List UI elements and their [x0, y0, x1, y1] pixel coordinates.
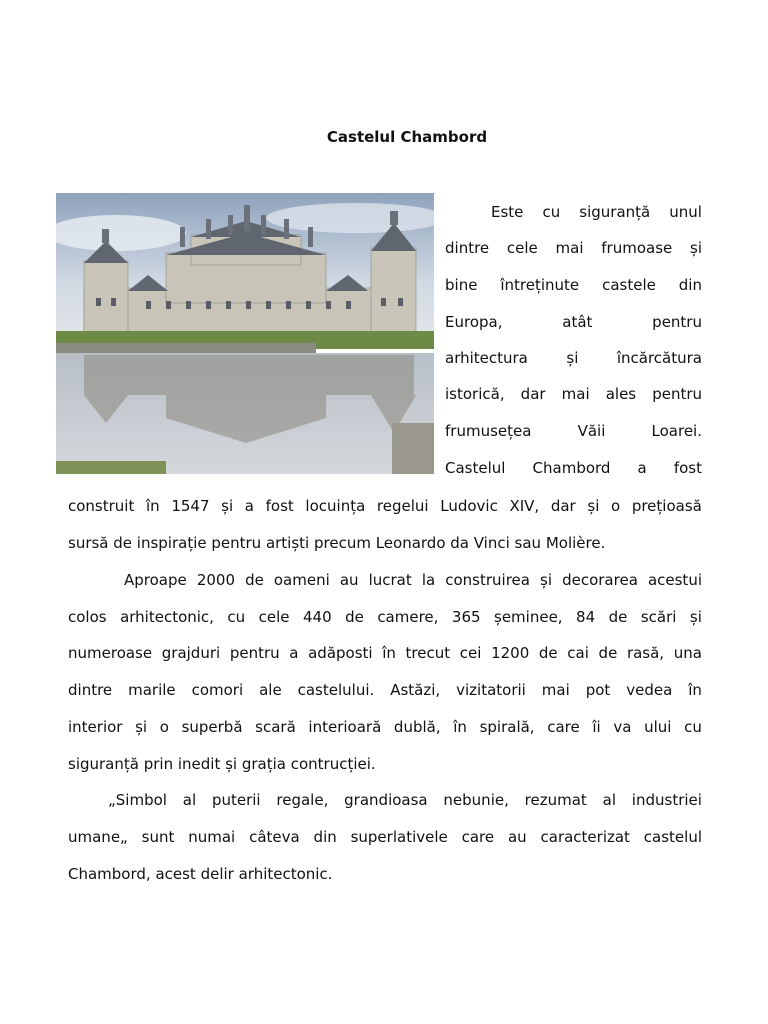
word: grandioasa	[344, 791, 428, 809]
word: de	[345, 608, 364, 626]
paragraph-2-line-4	[68, 680, 702, 700]
paragraph-2-line-6: siguranță prin inedit și grația contrucției.	[68, 755, 376, 773]
word: colos	[68, 608, 107, 626]
word: prețioasă	[631, 497, 702, 515]
word: construit	[68, 497, 135, 515]
word: acestui	[647, 571, 702, 589]
word: regale,	[276, 791, 329, 809]
word: pot	[585, 681, 611, 699]
word: cele	[258, 608, 290, 626]
word: la	[421, 571, 436, 589]
paragraph-1-line-5	[445, 348, 702, 368]
word: lucrat	[368, 571, 412, 589]
word: în	[453, 718, 467, 736]
word: sunt	[141, 828, 175, 846]
word: și	[221, 497, 234, 515]
paragraph-2-line-1	[124, 570, 702, 590]
word: 365	[451, 608, 481, 626]
word: de	[598, 644, 618, 662]
word: caracterizat	[540, 828, 630, 846]
word: în	[382, 644, 396, 662]
word: vizitatorii	[456, 681, 526, 699]
word: rezumat	[524, 791, 587, 809]
word: cei	[459, 644, 482, 662]
word: unul	[669, 203, 702, 221]
word: superlativele	[350, 828, 448, 846]
word: 84	[576, 608, 596, 626]
word: ales	[605, 385, 637, 403]
word: care	[547, 718, 580, 736]
word: bine	[445, 276, 478, 294]
word: și	[540, 571, 553, 589]
word: trecut	[405, 644, 451, 662]
word: au	[339, 571, 359, 589]
word: și	[587, 497, 600, 515]
paragraph-2-line-3	[68, 643, 702, 663]
word: mai	[541, 681, 570, 699]
word: vedea	[626, 681, 673, 699]
word: fost	[673, 459, 702, 477]
paragraph-1-line-7	[445, 421, 702, 441]
paragraph-1-line-4	[445, 312, 702, 332]
castle-photo	[56, 193, 434, 474]
word: o	[611, 497, 621, 515]
word: cu	[542, 203, 561, 221]
word: întreținute	[500, 276, 580, 294]
word: comori	[191, 681, 244, 699]
word: îi	[592, 718, 601, 736]
word: care	[461, 828, 495, 846]
word: Chambord	[532, 459, 611, 477]
word: a	[244, 497, 254, 515]
word: a	[637, 459, 647, 477]
word: fost	[265, 497, 294, 515]
word: regelui	[376, 497, 429, 515]
word: construirea	[445, 571, 530, 589]
word: mai	[561, 385, 590, 403]
word: istorică,	[445, 385, 505, 403]
paragraph-1-line-8	[445, 458, 702, 478]
word: dar	[520, 385, 546, 403]
word: al	[182, 791, 197, 809]
word: locuința	[305, 497, 366, 515]
word: și	[566, 349, 579, 367]
word: încărcătura	[616, 349, 702, 367]
paragraph-1-line-9	[68, 496, 702, 516]
word: a	[289, 644, 299, 662]
word: pentru	[652, 385, 702, 403]
word: și	[689, 608, 702, 626]
word: din	[313, 828, 337, 846]
word: dublă,	[393, 718, 441, 736]
word: și	[135, 718, 148, 736]
word: grajduri	[161, 644, 221, 662]
word: superbă	[181, 718, 243, 736]
word: Europa,	[445, 313, 503, 331]
paragraph-1-line-1	[445, 202, 702, 222]
word: numeroase	[68, 644, 153, 662]
word: nebunie,	[443, 791, 509, 809]
paragraph-3-line-3: Chambord, acest delir arhitectonic.	[68, 865, 333, 883]
paragraph-1-line-6	[445, 384, 702, 404]
paragraph-2-line-5	[68, 717, 702, 737]
word: una	[673, 644, 702, 662]
word: „Simbol	[108, 791, 167, 809]
paragraph-3-line-1	[108, 790, 702, 810]
word: frumoase	[601, 239, 673, 257]
word: dintre	[68, 681, 113, 699]
word: scară	[255, 718, 296, 736]
word: 2000	[196, 571, 235, 589]
word: câteva	[249, 828, 300, 846]
word: în	[688, 681, 702, 699]
word: marile	[128, 681, 176, 699]
word: mai	[555, 239, 584, 257]
word: siguranță	[579, 203, 651, 221]
document-title: Castelul Chambord	[326, 128, 488, 146]
word: o	[159, 718, 169, 736]
word: cele	[506, 239, 538, 257]
word: XIV,	[509, 497, 540, 515]
word: rasă,	[626, 644, 665, 662]
word: atât	[562, 313, 593, 331]
paragraph-3-line-2	[68, 827, 702, 847]
word: Văii	[577, 422, 606, 440]
word: umane„	[68, 828, 128, 846]
paragraph-1-line-2	[445, 238, 702, 258]
paragraph-1-line-3	[445, 275, 702, 295]
word: cu	[684, 718, 702, 736]
word: arhitectonic,	[120, 608, 214, 626]
word: ale	[259, 681, 282, 699]
word: și	[690, 239, 702, 257]
word: spirală,	[479, 718, 535, 736]
word: de	[538, 644, 558, 662]
word: 1200	[491, 644, 530, 662]
word: arhitectura	[445, 349, 528, 367]
word: Ludovic	[440, 497, 498, 515]
paragraph-2-line-2	[68, 607, 702, 627]
word: decorarea	[562, 571, 638, 589]
word: camere,	[377, 608, 439, 626]
word: ului	[644, 718, 672, 736]
word: puterii	[211, 791, 261, 809]
word: au	[507, 828, 527, 846]
word: 1547	[171, 497, 210, 515]
word: cai	[567, 644, 589, 662]
word: Loarei.	[651, 422, 702, 440]
word: va	[613, 718, 632, 736]
word: pentru	[652, 313, 702, 331]
word: oameni	[273, 571, 330, 589]
word: interioară	[308, 718, 382, 736]
paragraph-1-line-10: sursă de inspirație pentru artiști precum Leonardo da Vinci sau Molière.	[68, 534, 606, 552]
word: de	[608, 608, 628, 626]
word: din	[678, 276, 702, 294]
word: Astăzi,	[390, 681, 441, 699]
word: cu	[227, 608, 246, 626]
word: dar	[550, 497, 576, 515]
word: numai	[188, 828, 236, 846]
word: șeminee,	[494, 608, 563, 626]
word: al	[602, 791, 616, 809]
word: Castelul	[445, 459, 506, 477]
word: frumusețea	[445, 422, 532, 440]
word: industriei	[631, 791, 702, 809]
word: în	[146, 497, 160, 515]
word: castele	[602, 276, 656, 294]
word: pentru	[229, 644, 280, 662]
word: castelului.	[297, 681, 375, 699]
word: dintre	[445, 239, 490, 257]
word: interior	[68, 718, 123, 736]
word: adăposti	[308, 644, 373, 662]
word: Este	[491, 203, 524, 221]
word: scări	[640, 608, 677, 626]
word: de	[245, 571, 264, 589]
word: Aproape	[124, 571, 187, 589]
word: castelul	[643, 828, 702, 846]
word: 440	[302, 608, 332, 626]
